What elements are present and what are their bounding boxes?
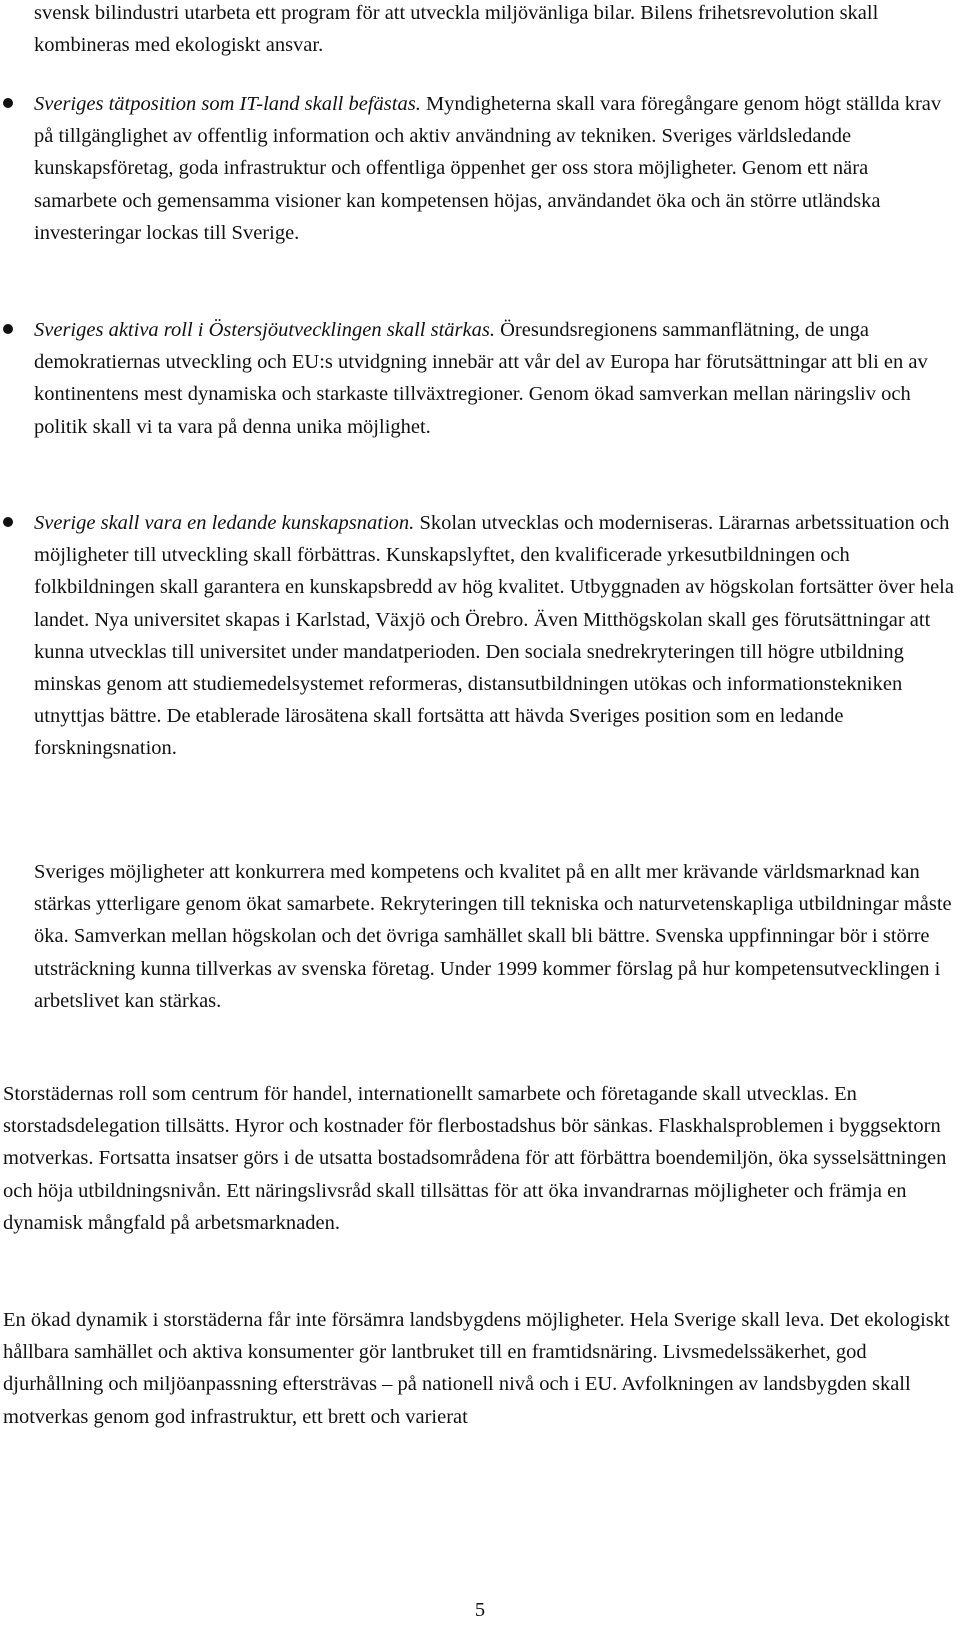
bullet-paragraph-it bbox=[34, 88, 954, 249]
bullet-paragraph-ostersjo bbox=[34, 314, 954, 443]
intro-continuation-paragraph: svensk bilindustri utarbeta ett program för att utveckla miljövänliga bilar. Bilens frihetsrevolution skall kombineras med ekologiskt ansvar. bbox=[34, 2, 879, 57]
rural-paragraph: En ökad dynamik i storstäderna får inte försämra landsbygdens möjligheter. Hela Sverige skall leva. Det ekologiskt hållbara samhället och aktiva konsumenter gör lantbruket till en framtidsnäring. Livsmedelssäkerhet, god djurhållning och miljöanpassning eftersträvas – på nationell nivå och i EU. Avfolkningen av landsbygden skall motverkas genom god infrastruktur, ett brett och varierat bbox=[3, 1309, 950, 1428]
bullet-text: Öresundsregionens sammanflätning, de unga demokratiernas utveckling och EU:s utvidgning innebär att vår del av Europa har förutsättningar att bli en av kontinentens mest dynamiska och starkaste tillväxtregioner. Genom ökad samverkan mellan näringsliv och politik skall vi ta vara på denna unika möjlighet. bbox=[34, 319, 928, 438]
bullet-text: Skolan utvecklas och moderniseras. Lärarnas arbetssituation och möjligheter till utveckling skall förbättras. Kunskapslyftet, den kvalificerade yrkesutbildningen och folkbildningen skall garantera en kunskapsbredd av hög kvalitet. Utbyggnaden av högskolan fortsätter över hela landet. Nya universitet skapas i Karlstad, Växjö och Örebro. Även Mitthögskolan skall ges förutsättningar att kunna utvecklas till universitet under mandatperioden. Den sociala snedrekryteringen till högre utbildning minskas genom att studiemedelsystemet reformeras, distansutbildningen utökas och informationstekniken utnyttjas bättre. De etablerade lärosätena skall fortsätta att hävda Sveriges position som en ledande forskningsnation. bbox=[34, 512, 954, 760]
cities-paragraph: Storstädernas roll som centrum för handel, internationellt samarbete och företagande skall utvecklas. En storstadsdelegation tillsätts. Hyror och kostnader för flerbostadshus bör sänkas. Flaskhalsproblemen i byggsektorn motverkas. Fortsatta insatser görs i de utsatta bostadsområdena för att förbättra boendemiljön, öka sysselsättningen och höja utbildningsnivån. Ett näringslivsråd skall tillsättas för att öka invandrarnas möjligheter och främja en dynamisk mångfald på arbetsmarknaden. bbox=[3, 1083, 947, 1234]
bullet-paragraph-knowledge bbox=[34, 507, 954, 765]
bullet-text: Myndigheterna skall vara föregångare genom högt ställda krav på tillgänglighet av offentlig information och aktiv användning av tekniken. Sveriges världsledande kunskapsföretag, goda infrastruktur och offentliga öppenhet ger oss stora möjligheter. Genom ett nära samarbete och gemensamma visioner kan kompetensen höjas, användandet öka och än större utländska investeringar lockas till Sverige. bbox=[34, 93, 942, 244]
bullet-icon bbox=[3, 517, 13, 527]
bullet-lead: Sveriges aktiva roll i Östersjöutvecklingen skall stärkas. bbox=[34, 319, 495, 341]
bullet-lead: Sveriges tätposition som IT-land skall befästas. bbox=[34, 93, 421, 115]
page-number: 5 bbox=[474, 1599, 486, 1621]
bullet-icon bbox=[3, 324, 13, 334]
competence-paragraph: Sveriges möjligheter att konkurrera med kompetens och kvalitet på en allt mer krävande världsmarknad kan stärkas ytterligare genom ökat samarbete. Rekryteringen till tekniska och naturvetenskapliga utbildningar måste öka. Samverkan mellan högskolan och det övriga samhället skall bli bättre. Svenska uppfinningar bör i större utsträckning kunna tillverkas av svenska företag. Under 1999 kommer förslag på hur kompetensutvecklingen i arbetslivet kan stärkas. bbox=[34, 861, 952, 1012]
bullet-lead: Sverige skall vara en ledande kunskapsnation. bbox=[34, 512, 415, 534]
bullet-icon bbox=[3, 98, 13, 108]
